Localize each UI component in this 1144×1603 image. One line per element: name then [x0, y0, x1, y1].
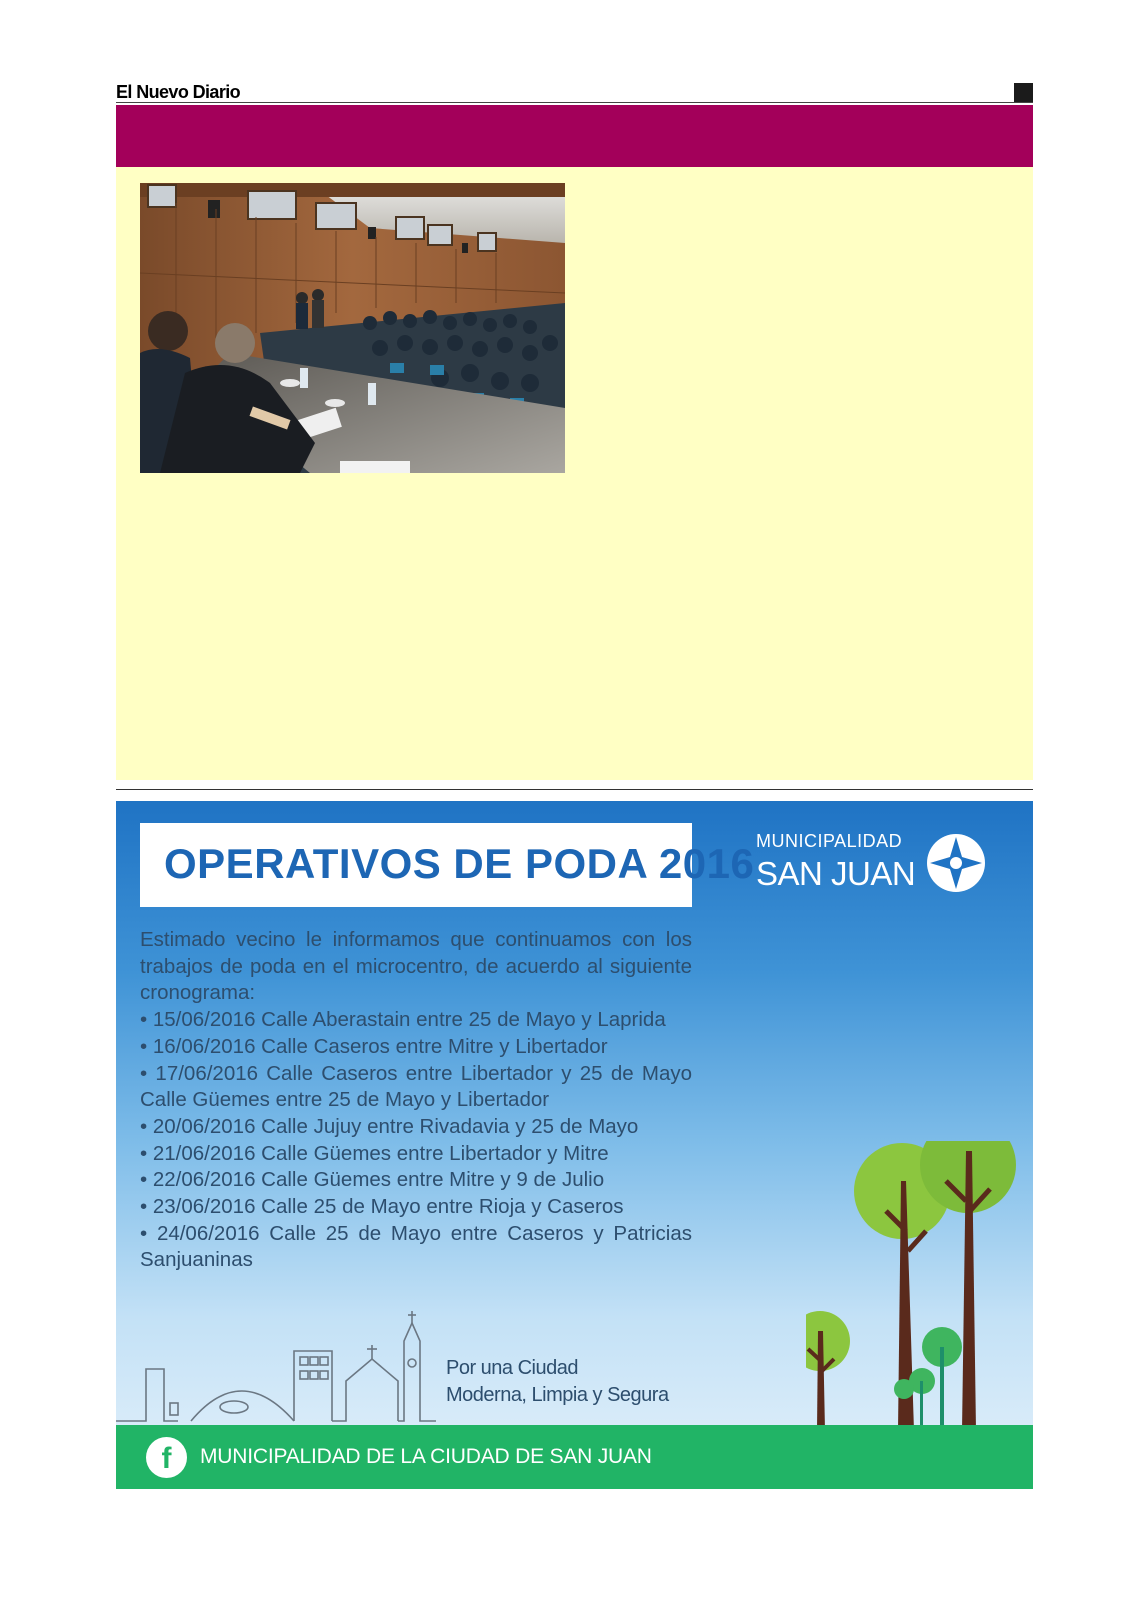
section-header-band	[116, 105, 1033, 167]
schedule-item: • 16/06/2016 Calle Caseros entre Mitre y Libertador	[140, 1034, 608, 1058]
facebook-page-label: MUNICIPALIDAD DE LA CIUDAD DE SAN JUAN	[200, 1445, 652, 1468]
schedule-item: • 17/06/2016 Calle Caseros entre Libertador y 25 de Mayo Calle Güemes entre 25 de Mayo y Libertador	[140, 1061, 692, 1112]
slogan-line1: Por una Ciudad	[446, 1357, 578, 1379]
newspaper-logo: El Nuevo Diario	[116, 82, 241, 102]
schedule-item: • 21/06/2016 Calle Güemes entre Libertador y Mitre	[140, 1141, 609, 1165]
ad-title: OPERATIVOS DE PODA 2016	[164, 840, 755, 887]
ad-title-box	[140, 823, 755, 907]
facebook-icon	[146, 1437, 187, 1478]
meeting-room-photo	[140, 183, 565, 473]
ad-footer-bar	[116, 1425, 1033, 1489]
schedule-item: • 23/06/2016 Calle 25 de Mayo entre Rioja y Caseros	[140, 1195, 624, 1219]
schedule-item: • 20/06/2016 Calle Jujuy entre Rivadavia y 25 de Mayo	[140, 1114, 639, 1138]
photo-illustration	[140, 183, 565, 473]
page-marker	[1014, 83, 1033, 102]
brand-line2: SAN JUAN	[756, 855, 916, 892]
ad-intro: Estimado vecino le informamos que continuamos con los trabajos de poda en el microcentro, de acuerdo al siguiente cronograma:	[140, 928, 692, 1005]
trees-illustration	[806, 1141, 1033, 1431]
star-compass-icon	[926, 833, 986, 893]
masthead	[116, 80, 1033, 104]
section-divider	[116, 789, 1033, 790]
masthead-rule	[116, 102, 1033, 103]
slogan-line2: Moderna, Limpia y Segura	[446, 1384, 669, 1406]
ad-body-text	[140, 927, 692, 1274]
facebook-glyph: f	[161, 1442, 172, 1475]
schedule-item: • 22/06/2016 Calle Güemes entre Mitre y 9 de Julio	[140, 1168, 605, 1192]
schedule-item: • 24/06/2016 Calle 25 de Mayo entre Caseros y Patricias Sanjuaninas	[140, 1221, 692, 1272]
ad-slogan	[446, 1355, 669, 1409]
pruning-advertisement	[116, 801, 1033, 1489]
schedule-item: • 15/06/2016 Calle Aberastain entre 25 de Mayo y Laprida	[140, 1008, 666, 1032]
brand-line1: MUNICIPALIDAD	[756, 831, 903, 851]
